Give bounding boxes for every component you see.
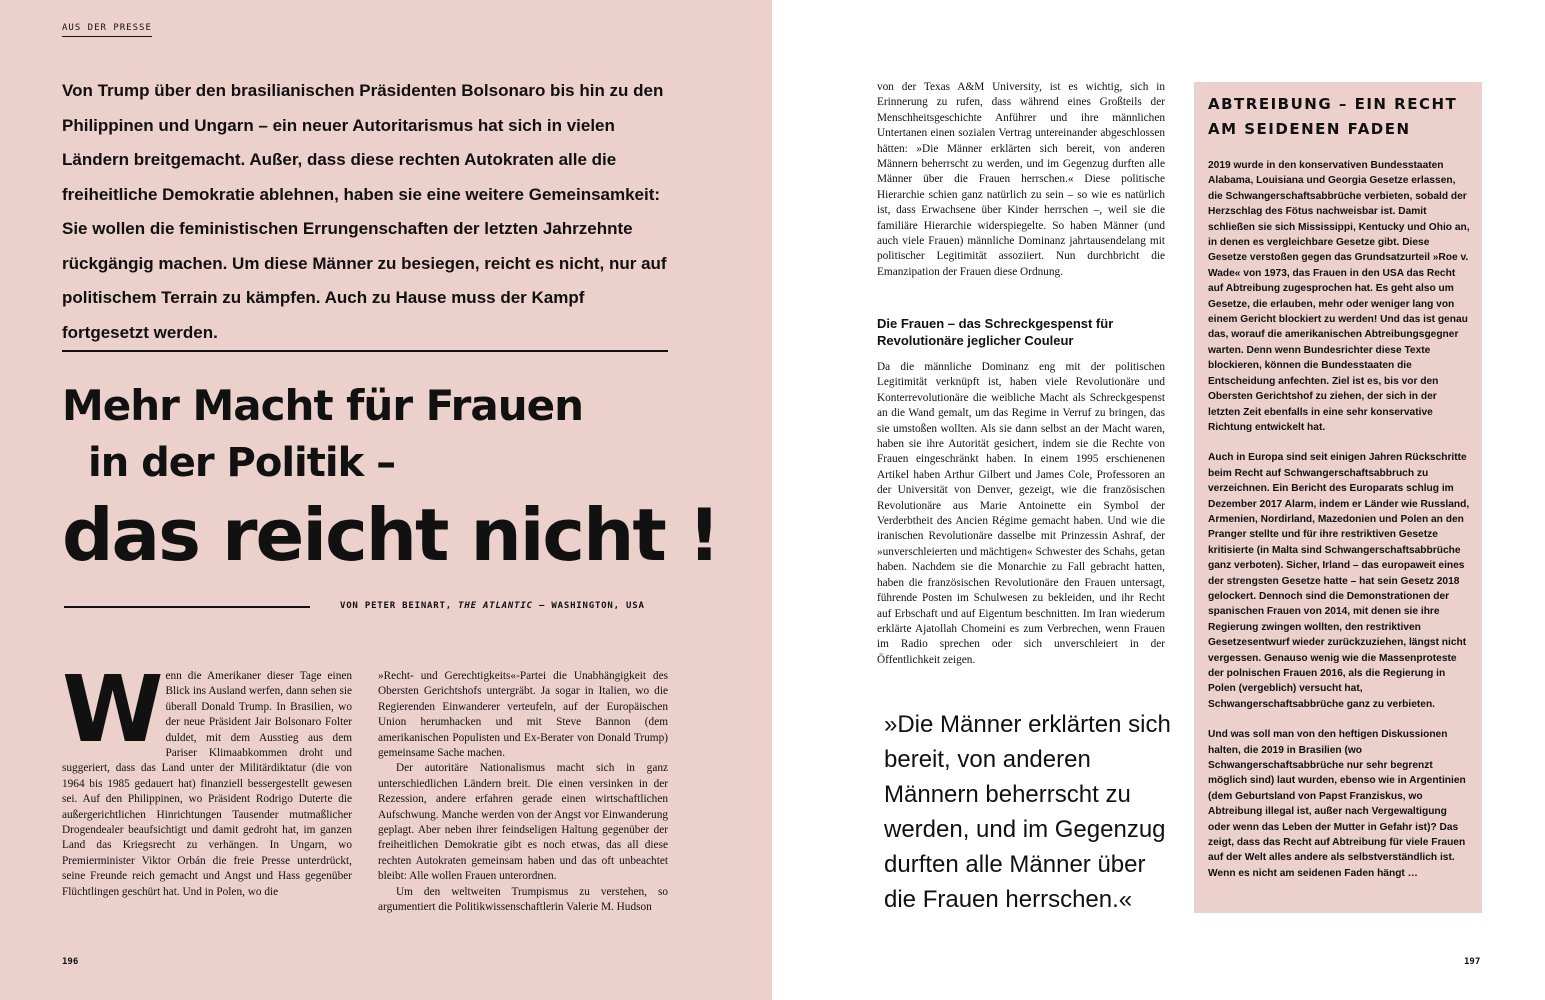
byline-rule	[64, 606, 310, 608]
byline	[340, 601, 645, 611]
left-body-column-2	[378, 669, 668, 916]
sidebar-paragraph: Und was soll man von den heftigen Diskussionen halten, die 2019 in Brasilien (wo Schwangerschaftsabbrüche nur sehr begrenzt möglich sind) laut wurden, ebenso wie in Argentinien (dem Geburtsland von Papst Franziskus, wo Abtreibung illegal ist, außer nach Vergewaltigung oder wenn das Leben der Mutter in Gefahr ist)? Das zeigt, dass das Recht auf Abtreibung für viele Frauen auf der Welt alles andere als selbstverständlich ist. Wenn es nicht am seidenen Faden hängt …	[1208, 729, 1466, 879]
subheading: Die Frauen – das Schreckgespenst für Revolutionäre jeglicher Couleur	[877, 316, 1114, 348]
headline-line-3: das reicht nicht !	[62, 493, 719, 577]
headline-line-1: Mehr Macht für Frauen	[62, 381, 584, 430]
byline-suffix: – WASHINGTON, USA	[539, 601, 645, 611]
sidebar-body	[1208, 158, 1470, 896]
sidebar-box	[1194, 82, 1482, 913]
pull-quote: »Die Männer erklärten sich bereit, von anderen Männern beherrscht zu werden, und im Gegenzug durften alle Männer über die Frauen herrschen.«	[884, 711, 1171, 913]
headline-line-2: in der Politik –	[88, 440, 396, 486]
right-body-column-top: von der Texas A&M University, ist es wichtig, sich in Erinnerung zu rufen, dass während eines Großteils der Menschheitsgeschichte Anführer und ihre männlichen Untertanen einen sozialen Vertrag untereinander abgeschlossen hätten: »Die Männer erklärten sich bereit, von anderen Männern beherrscht zu werden, und im Gegenzug durften alle Männer über die Frauen herrschen.« Diese politische Hierarchie schien ganz natürlich zu sein – so wie es natürlich ist, dass Erwachsene über Kinder herrschen –, weil sie die familiäre Hierarchie widerspiegelte. So haben Männer (und auch viele Frauen) männliche Dominanz jahrtausendelang mit politischer Legitimität assoziiert. Nun durchbricht die Emanzipation der Frauen diese Ordnung.	[877, 81, 1165, 278]
drop-cap: W	[62, 656, 160, 763]
left-page	[0, 0, 772, 1000]
byline-prefix: VON PETER BEINART,	[340, 601, 452, 611]
page-number-right: 197	[1464, 957, 1481, 967]
sidebar-title: ABTREIBUNG – EIN RECHT AM SEIDENEN FADEN	[1208, 95, 1458, 138]
lead-paragraph: Von Trump über den brasilianischen Präsidenten Bolsonaro bis hin zu den Philippinen und Ungarn – ein neuer Autoritarismus hat sich in vielen Ländern breitgemacht. Außer, dass diese rechten Autokraten alle die freiheitliche Demokratie ablehnen, haben sie eine weitere Gemeinsamkeit: Sie wollen die feministischen Errungenschaften der letzten Jahrzehnte rückgängig machen. Um diese Männer zu besiegen, reicht es nicht, nur auf politischem Terrain zu kämpfen. Auch zu Hause muss der Kampf fortgesetzt werden.	[62, 81, 667, 342]
sidebar-paragraph: Auch in Europa sind seit einigen Jahren Rückschritte beim Recht auf Schwangerschaftsabbruch zu verzeichnen. Ein Bericht des Europarats schlug im Dezember 2017 Alarm, indem er Länder wie Russland, Armenien, Nordirland, Mazedonien und Polen an den Pranger stellte und für ihre restriktiven Gesetze kritisierte (in Malta sind Schwangerschaftsabbrüche ganz verboten). Sicher, Irland – das europaweit eines der strengsten Gesetze hatte – hat sein Gesetz 2018 gelockert. Dennoch sind die Demonstrationen der spanischen Frauen von 2014, mit denen sie ihre Regierung zwingen wollten, den restriktiven Gesetzesentwurf wieder zurückzuziehen, längst nicht vergessen. Genauso wenig wie die Massenproteste der polnischen Frauen 2016, als die Regierung in Polen (vergeblich) versucht hat, Schwangerschaftsabbrüche ganz zu verbieten.	[1208, 452, 1470, 710]
headline	[62, 380, 719, 576]
paragraph: Der autoritäre Nationalismus macht sich in ganz unterschiedlichen Ländern breit. Die einen versinken in der Rezession, andere erfahren gerade einen wirtschaftlichen Aufschwung. Manche werden von der Angst vor Einwanderung geplagt. Aber neben ihrer feindseligen Haltung gegenüber der freiheitlichen Demokratie gibt es noch etwas, das all diese rechten Autokraten gemeinsam haben und das oft unbeachtet bleibt: Alle wollen Frauen unterordnen.	[378, 762, 668, 883]
byline-publication: THE ATLANTIC	[458, 601, 533, 611]
section-label: AUS DER PRESSE	[62, 23, 152, 37]
sidebar-paragraph: 2019 wurde in den konservativen Bundesstaaten Alabama, Louisiana und Georgia Gesetze erlassen, die Schwangerschaftsabbrüche verbieten, sobald der Herzschlag des Fötus nachweisbar ist. Damit schließen sie sich Mississippi, Kentucky und Ohio an, in denen es vergleichbare Gesetze gibt. Diese Gesetze verstoßen gegen das Grundsatzurteil »Roe v. Wade« von 1973, das Frauen in den USA das Recht auf Abtreibung zugesprochen hat. Es geht also um Gesetze, die erlauben, mehr oder weniger lang von einem Gericht blockiert zu werden! Und das ist genau das, worauf die amerikanischen Abtreibungsgegner warten. Denn wenn Bundesrichter diese Texte blockieren, können die Bundesstaaten die Entscheidung anfechten. Ziel ist es, bis vor den Obersten Gerichtshof zu ziehen, der sich in der letzten Zeit ebenfalls in eine sehr konservative Richtung entwickelt hat.	[1208, 160, 1470, 433]
page-number-left: 196	[62, 957, 79, 967]
divider-rule	[62, 350, 668, 352]
left-body-column-1	[62, 656, 352, 900]
right-body-column-bottom: Da die männliche Dominanz eng mit der politischen Legitimität verknüpft ist, haben viele Revolutionäre und Konterrevolutionäre die weibliche Macht als Schreckgespenst an die Wand gemalt, um das Regime in Verruf zu bringen, das sie umstoßen wollten. Als sie dann selbst an der Macht waren, haben sie ihre Autorität gesichert, indem sie die Rechte von Frauen eingeschränkt haben. In einem 1995 erschienenen Artikel haben Arthur Gilbert und James Cole, Professoren an der Universität von Denver, gezeigt, wie die französischen Revolutionäre aus Marie Antoinette ein Symbol der Verderbtheit des Ancien Régime gemacht haben. Und wie die iranischen Revolutionäre dasselbe mit Prinzessin Ashraf, der »unverschleierten und mächtigen« Schwester des Schahs, getan haben. Nachdem sie die Monarchie zu Fall gebracht hatten, haben die französischen Revolutionäre den Frauen untersagt, führende Posten im Schulwesen zu bekleiden, und ihr Recht auf Erbschaft und auf Eigentum beschnitten. Im Iran wiederum erklärte Ajatollah Chomeini es zum Verbrechen, wenn Frauen im Radio sprechen oder sich unverschleiert in der Öffentlichkeit zeigen.	[877, 361, 1165, 666]
paragraph: »Recht- und Gerechtigkeits«-Partei die Unabhängigkeit des Obersten Gerichtshofs untergräbt. Ja sogar in Italien, wo die Regierenden Einwanderer verteufeln, auf der Europäischen Union herumhacken und mit Steve Bannon (dem amerikanischen Populisten und Ex-Berater von Donald Trump) gemeinsame Sache machen.	[378, 670, 668, 760]
column-text: enn die Amerikaner dieser Tage einen Blick ins Ausland werfen, dann sehen sie überall Donald Trump. In Brasilien, wo der neue Präsident Jair Bolsonaro Folter duldet, mit dem Ausstieg aus dem Pariser Klimaabkommen droht und suggeriert, dass das Land unter der Militärdiktatur (die von 1964 bis 1985 gedauert hat) finanziell bessergestellt gewesen sei. Auf den Philippinen, wo Präsident Rodrigo Duterte die außergerichtlichen Hinrichtungen Tausender mutmaßlicher Drogendealer beaufsichtigt und damit gedroht hat, im ganzen Land das Kriegsrecht zu verhängen. In Ungarn, wo Premierminister Viktor Orbán die freie Presse unterdrückt, seine Freunde reich gemacht und Angst und Hass gegenüber Flüchtlingen geschürt hat. Und in Polen, wo die	[62, 670, 352, 898]
paragraph: Um den weltweiten Trumpismus zu verstehen, so argumentiert die Politikwissenschaftlerin Valerie M. Hudson	[378, 885, 668, 914]
